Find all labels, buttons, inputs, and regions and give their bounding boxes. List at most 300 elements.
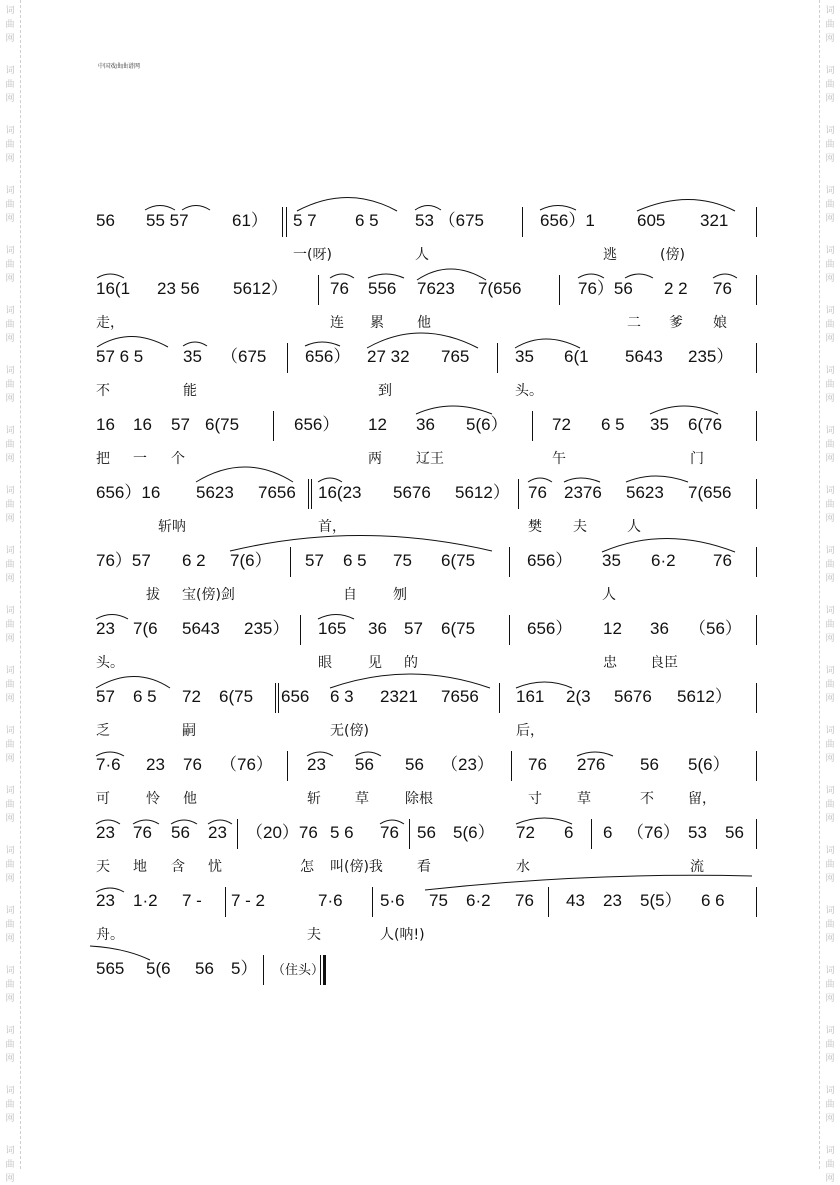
note-group: 56: [725, 823, 744, 842]
note-group: 16: [96, 415, 115, 434]
note-group: 56: [355, 755, 374, 774]
lyric-text: 见: [368, 655, 382, 671]
lyric-text: 累: [370, 315, 384, 331]
note-group: 6 5: [601, 415, 625, 434]
slur: [602, 539, 735, 553]
lyric-text: 舟。: [96, 927, 124, 943]
note-group: 6 5: [355, 211, 379, 230]
watermark-char: 网: [825, 394, 835, 404]
watermark-char: 词: [5, 546, 15, 556]
note-group: 2(3: [566, 687, 591, 706]
watermark-char: 网: [825, 1114, 835, 1124]
lyric-text: 一: [133, 451, 147, 467]
note-group: 76: [183, 755, 202, 774]
watermark-char: 词: [825, 426, 835, 436]
lyric-text: 可: [96, 791, 110, 807]
lyric-text: 把: [96, 451, 110, 467]
note-group: 5(5）: [640, 891, 682, 910]
lyric-text: 他: [183, 791, 197, 807]
watermark-char: 曲: [5, 260, 15, 270]
note-group: 5）: [231, 959, 258, 978]
note-group: 7 - 2: [231, 891, 266, 910]
lyric-text: 良臣: [650, 655, 678, 671]
watermark-char: 词: [825, 666, 835, 676]
lyric-text: 叫(傍)我: [330, 859, 383, 875]
watermark-char: 曲: [825, 1100, 835, 1110]
note-group: 6·2: [651, 551, 676, 570]
note-group: 6: [603, 823, 613, 842]
note-group: 76）57: [96, 551, 151, 570]
slur: [97, 337, 168, 348]
note-group: 5643: [182, 619, 220, 638]
watermark-char: 词: [5, 966, 15, 976]
note-group: 656）: [527, 551, 573, 570]
note-group: 565: [96, 959, 125, 978]
watermark-char: 网: [5, 514, 15, 524]
watermark-char: 词: [825, 6, 835, 16]
watermark-char: 曲: [5, 80, 15, 90]
slur: [577, 752, 613, 756]
note-group: 35: [183, 347, 202, 366]
watermark-char: 曲: [5, 860, 15, 870]
slur: [96, 820, 120, 824]
lyric-text: 一(呀): [293, 247, 332, 263]
watermark-char: 词: [825, 186, 835, 196]
note-group: 5 6: [330, 823, 354, 842]
note-group: 76: [713, 279, 732, 298]
watermark-char: 网: [825, 154, 835, 164]
note-group: 72: [182, 687, 201, 706]
watermark-char: 曲: [5, 380, 15, 390]
source-label: 中国戏曲曲谱网: [98, 63, 141, 70]
note-group: 7656: [441, 687, 479, 706]
note-group: 7656: [258, 483, 296, 502]
watermark-char: 曲: [825, 200, 835, 210]
slur: [650, 406, 718, 414]
watermark-char: 词: [5, 66, 15, 76]
watermark-char: 网: [825, 634, 835, 644]
slur: [96, 677, 170, 689]
note-group: 5(6）: [466, 415, 508, 434]
note-group: （20）76: [246, 823, 318, 842]
watermark-char: 网: [825, 874, 835, 884]
watermark-char: 词: [5, 846, 15, 856]
watermark-char: 网: [5, 994, 15, 1004]
note-group: 7(656: [688, 483, 732, 502]
watermark-char: 曲: [5, 200, 15, 210]
note-group: 5623: [626, 483, 664, 502]
watermark-char: 曲: [825, 500, 835, 510]
note-group: 6: [564, 823, 574, 842]
watermark-char: 曲: [825, 260, 835, 270]
slur: [90, 946, 150, 960]
watermark-char: 曲: [825, 140, 835, 150]
watermark-char: 词: [825, 1146, 835, 1156]
slur: [625, 274, 653, 278]
watermark-char: 词: [5, 306, 15, 316]
note-group: 76: [713, 551, 732, 570]
note-group: 656）: [305, 347, 351, 366]
watermark-char: 曲: [5, 800, 15, 810]
note-group: 235）: [244, 619, 290, 638]
watermark-char: 曲: [5, 1100, 15, 1110]
slur: [97, 274, 124, 278]
lyric-text: 天: [96, 859, 110, 875]
lyric-text: 连: [330, 315, 344, 331]
lyric-text: 爹: [669, 315, 683, 331]
slur: [230, 536, 492, 552]
note-group: 72: [516, 823, 535, 842]
lyric-text: 斩: [307, 791, 321, 807]
watermark-char: 网: [825, 1174, 835, 1184]
watermark-char: 网: [825, 994, 835, 1004]
lyric-text: 人: [627, 519, 641, 535]
watermark-char: 词: [5, 126, 15, 136]
slur: [713, 274, 737, 278]
note-group: 6(75: [219, 687, 254, 706]
note-group: 5(6）: [453, 823, 495, 842]
lyric-text: 无(傍): [330, 723, 369, 739]
note-group: 161: [516, 687, 545, 706]
watermark-char: 网: [5, 694, 15, 704]
note-group: 72: [552, 415, 571, 434]
note-group: 53: [688, 823, 707, 842]
watermark-char: 网: [5, 214, 15, 224]
note-group: 23: [307, 755, 326, 774]
slur: [297, 198, 397, 212]
watermark-char: 网: [825, 94, 835, 104]
note-group: 6 6: [701, 891, 725, 910]
note-group: 56: [640, 755, 659, 774]
lyric-text: 两: [368, 451, 382, 467]
watermark-char: 曲: [5, 500, 15, 510]
note-group: 5(6: [146, 959, 171, 978]
note-group: 276: [577, 755, 606, 774]
note-group: 321: [700, 211, 729, 230]
slur: [367, 333, 478, 348]
note-group: 35: [602, 551, 621, 570]
lyric-text: 水: [516, 859, 530, 875]
lyric-text: 他: [417, 315, 431, 331]
note-group: 55 57: [146, 211, 189, 230]
note-group: 23 56: [157, 279, 200, 298]
lyric-text: 地: [133, 859, 147, 875]
slur: [318, 615, 354, 620]
note-group: 5623: [196, 483, 234, 502]
note-group: 76: [133, 823, 152, 842]
watermark-char: 网: [825, 754, 835, 764]
note-group: 7 -: [182, 891, 202, 910]
note-group: 656）: [294, 415, 340, 434]
watermark-char: 曲: [825, 1160, 835, 1170]
watermark-char: 曲: [825, 80, 835, 90]
lyric-text: (傍): [660, 247, 685, 263]
note-group: 165: [318, 619, 347, 638]
watermark-char: 曲: [825, 320, 835, 330]
lyric-text: 自: [343, 587, 357, 603]
watermark-char: 曲: [825, 560, 835, 570]
slur: [133, 820, 159, 824]
lyric-text: 到: [378, 383, 392, 399]
note-group: （23）: [441, 755, 494, 774]
watermark-char: 网: [5, 1174, 15, 1184]
lyric-text: 拔: [146, 587, 160, 603]
note-group: 12: [603, 619, 622, 638]
slur: [578, 274, 604, 278]
slur: [368, 274, 404, 278]
note-group: 5612）: [677, 687, 732, 706]
watermark-char: 曲: [5, 980, 15, 990]
lyric-text: 樊: [528, 519, 542, 535]
watermark-char: 网: [5, 1054, 15, 1064]
watermark-char: 网: [825, 814, 835, 824]
slur: [196, 467, 293, 482]
watermark-char: 曲: [5, 140, 15, 150]
watermark-char: 曲: [825, 800, 835, 810]
watermark-char: 网: [5, 334, 15, 344]
watermark-char: 网: [825, 1054, 835, 1064]
lyric-text: 娘: [713, 315, 727, 331]
watermark-char: 网: [825, 454, 835, 464]
note-group: 76: [528, 755, 547, 774]
watermark-char: 曲: [825, 620, 835, 630]
note-group: 76: [528, 483, 547, 502]
note-group: 5 7: [293, 211, 317, 230]
watermark-char: 网: [825, 334, 835, 344]
note-group: 76: [330, 279, 349, 298]
note-group: （76）: [220, 755, 273, 774]
slur: [171, 820, 197, 824]
note-group: 76）56: [578, 279, 633, 298]
watermark-char: 网: [5, 154, 15, 164]
watermark-char: 词: [825, 546, 835, 556]
note-group: 53 （675: [415, 211, 484, 230]
lyric-text: 寸: [528, 791, 542, 807]
note-group: 7623: [417, 279, 455, 298]
lyric-text: 不: [96, 383, 110, 399]
note-group: 2376: [564, 483, 602, 502]
note-group: 556: [368, 279, 397, 298]
lyric-text: 头。: [96, 655, 124, 671]
note-group: 1·2: [133, 891, 158, 910]
watermark-char: 词: [5, 1146, 15, 1156]
slur: [417, 269, 486, 280]
note-group: 75: [429, 891, 448, 910]
lyric-text: 宝(傍)剑: [182, 587, 235, 603]
watermark-char: 网: [5, 274, 15, 284]
note-group: 16: [133, 415, 152, 434]
watermark-char: 曲: [825, 920, 835, 930]
note-group: 656: [281, 687, 310, 706]
slur: [96, 615, 128, 620]
slur: [96, 888, 124, 892]
lyric-text: 午: [552, 451, 566, 467]
lyric-text: 个: [171, 451, 185, 467]
watermark-char: 曲: [5, 920, 15, 930]
note-group: 57: [171, 415, 190, 434]
lyric-text: 门: [690, 451, 704, 467]
lyric-text: 头。: [515, 383, 543, 399]
lyric-text: 忧: [208, 859, 222, 875]
watermark-char: 词: [5, 426, 15, 436]
note-group: 605: [637, 211, 666, 230]
slur: [318, 478, 342, 482]
watermark-char: 词: [5, 1086, 15, 1096]
note-group: 23: [146, 755, 165, 774]
watermark-char: 词: [5, 666, 15, 676]
watermark-char: 曲: [5, 320, 15, 330]
lyric-text: 斩呐: [158, 519, 186, 535]
watermark-char: 曲: [5, 1040, 15, 1050]
watermark-char: 网: [5, 34, 15, 44]
note-group: 57: [96, 687, 115, 706]
slur: [626, 476, 688, 482]
lyric-text: 刎: [393, 587, 407, 603]
watermark-char: 词: [825, 966, 835, 976]
lyric-text: 夫: [573, 519, 587, 535]
watermark-char: 词: [825, 786, 835, 796]
note-group: 57: [305, 551, 324, 570]
lyric-text: 草: [355, 791, 369, 807]
lyric-text: 逃: [603, 247, 617, 263]
note-group: 56: [195, 959, 214, 978]
watermark-char: 词: [825, 606, 835, 616]
note-group: 61）: [232, 211, 268, 230]
note-group: 76: [515, 891, 534, 910]
lyric-text: 留，: [688, 791, 716, 807]
watermark-char: 曲: [5, 440, 15, 450]
lyric-text: 嗣: [182, 723, 196, 739]
watermark-char: 词: [825, 126, 835, 136]
watermark-char: 词: [5, 6, 15, 16]
note-group: 56: [417, 823, 436, 842]
note-group: 16(23: [318, 483, 362, 502]
slur: [515, 339, 580, 348]
note-group: 2321: [380, 687, 418, 706]
note-group: 23: [208, 823, 227, 842]
note-group: 27 32: [367, 347, 410, 366]
slur: [528, 478, 552, 482]
note-group: 6(75: [205, 415, 240, 434]
ending-label: （住头）: [272, 963, 325, 978]
lyric-text: 后，: [516, 723, 544, 739]
watermark-char: 网: [5, 934, 15, 944]
watermark-char: 网: [5, 574, 15, 584]
note-group: （76）: [627, 823, 680, 842]
watermark-char: 曲: [825, 20, 835, 30]
lyric-text: 不: [640, 791, 654, 807]
watermark-char: 词: [5, 186, 15, 196]
watermark-char: 曲: [825, 680, 835, 690]
slur: [330, 674, 490, 688]
note-group: 23: [603, 891, 622, 910]
note-group: 12: [368, 415, 387, 434]
note-group: 57 6 5: [96, 347, 144, 366]
slur: [540, 206, 576, 211]
watermark-char: 词: [5, 366, 15, 376]
note-group: 56: [405, 755, 424, 774]
watermark-char: 词: [825, 486, 835, 496]
slur: [425, 875, 752, 890]
lyric-text: 夫: [307, 927, 321, 943]
note-group: （675: [221, 347, 267, 366]
note-group: 6 5: [133, 687, 157, 706]
watermark-char: 词: [5, 786, 15, 796]
note-group: 56: [171, 823, 190, 842]
slur: [183, 342, 207, 346]
note-group: 7(6: [133, 619, 158, 638]
watermark-char: 网: [5, 814, 15, 824]
note-group: 6(75: [441, 619, 476, 638]
note-group: 23: [96, 823, 115, 842]
note-group: 36: [368, 619, 387, 638]
watermark-char: 词: [825, 306, 835, 316]
note-group: 7(6）: [230, 551, 272, 570]
watermark-char: 曲: [5, 20, 15, 30]
watermark-char: 曲: [5, 560, 15, 570]
watermark-char: 曲: [825, 440, 835, 450]
note-group: 35: [650, 415, 669, 434]
watermark-char: 网: [825, 34, 835, 44]
watermark-char: 曲: [5, 680, 15, 690]
lyric-text: 流: [690, 859, 704, 875]
watermark-char: 曲: [825, 380, 835, 390]
watermark-char: 词: [5, 906, 15, 916]
slur: [516, 682, 572, 688]
watermark-char: 网: [825, 574, 835, 584]
note-group: 5·6: [380, 891, 405, 910]
slur: [380, 820, 404, 824]
note-group: 57: [404, 619, 423, 638]
lyric-text: 人: [602, 587, 616, 603]
note-group: 656）16: [96, 483, 161, 502]
note-group: 5643: [625, 347, 663, 366]
note-group: 43: [566, 891, 585, 910]
note-group: 6 2: [182, 551, 206, 570]
watermark-char: 网: [825, 214, 835, 224]
note-group: 765: [441, 347, 470, 366]
lyric-text: 眼: [318, 655, 332, 671]
watermark-char: 曲: [825, 980, 835, 990]
slur: [145, 206, 175, 211]
note-group: 36: [650, 619, 669, 638]
watermark-char: 词: [5, 486, 15, 496]
lyric-text: 除根: [405, 791, 433, 807]
note-group: 75: [393, 551, 412, 570]
slur: [305, 342, 340, 346]
note-group: 36: [416, 415, 435, 434]
watermark-char: 网: [825, 694, 835, 704]
note-group: 5676: [393, 483, 431, 502]
slur: [564, 478, 600, 482]
note-group: 5676: [614, 687, 652, 706]
note-group: 5612）: [455, 483, 510, 502]
lyric-text: 怜: [146, 791, 160, 807]
lyric-text: 忠: [603, 655, 617, 671]
note-group: 7(656: [478, 279, 522, 298]
lyric-text: 能: [183, 383, 197, 399]
slur: [96, 752, 124, 756]
slur: [307, 752, 333, 756]
watermark-char: 词: [825, 906, 835, 916]
watermark-char: 曲: [5, 620, 15, 630]
watermark-char: 网: [5, 634, 15, 644]
slur: [355, 752, 381, 756]
watermark-char: 词: [5, 726, 15, 736]
watermark-char: 词: [5, 246, 15, 256]
lyric-text: 二: [627, 315, 641, 331]
slur: [516, 818, 572, 824]
